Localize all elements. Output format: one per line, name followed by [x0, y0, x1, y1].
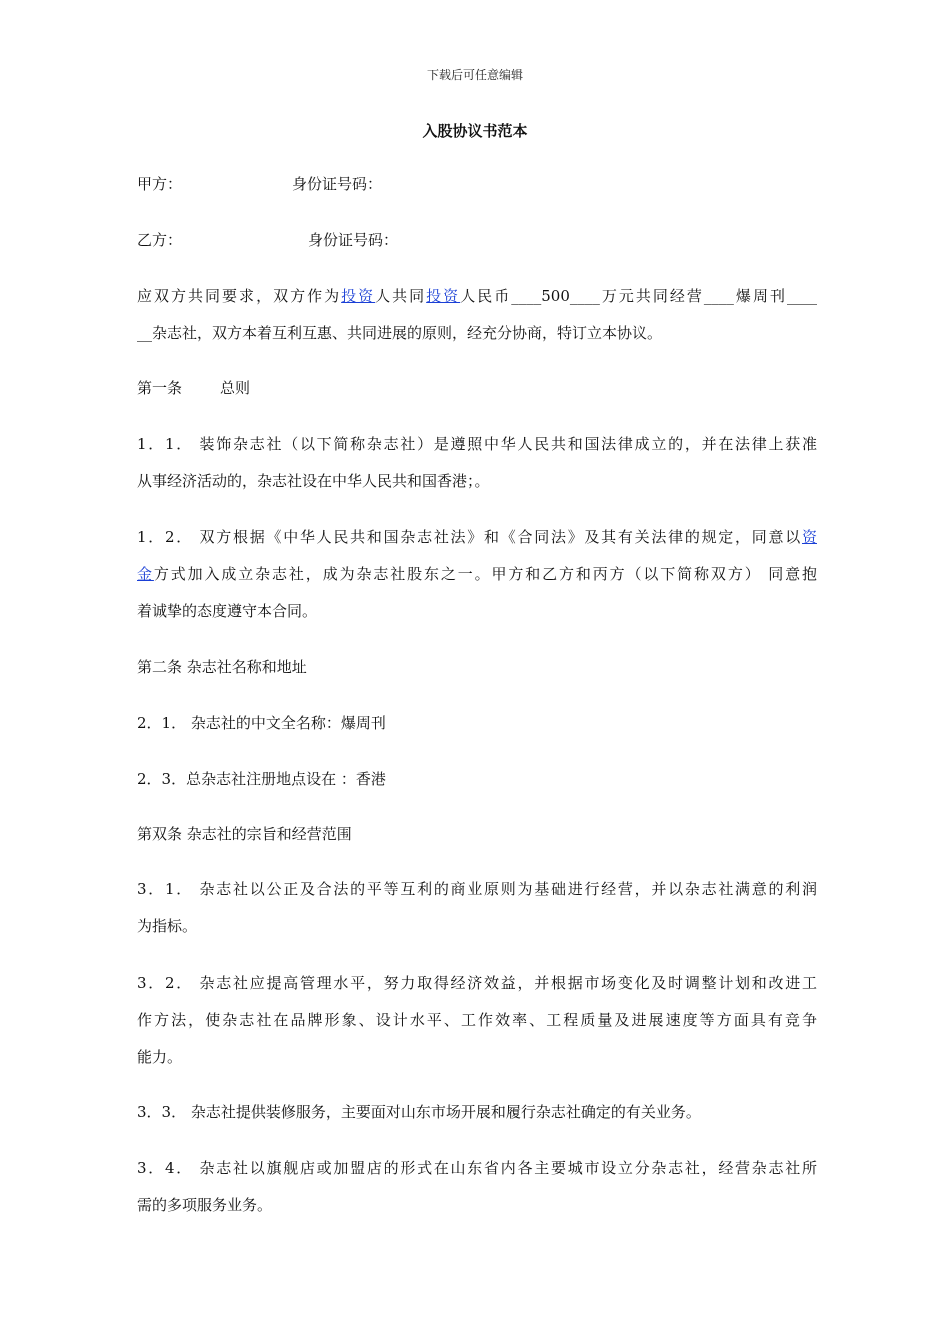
article-1-number: 第一条 — [137, 379, 183, 397]
party-a-label: 甲方： — [137, 175, 183, 193]
intro-text-2: 人共同 — [375, 287, 427, 305]
clause-3-2 — [137, 965, 817, 1076]
intro-line-1 — [137, 278, 817, 315]
clause-3-1-line-1: 3．1． 杂志社以公正及合法的平等互利的商业原则为基础进行经营，并以杂志社满意的利润 — [137, 880, 817, 898]
document-title: 入股协议书范本 — [422, 122, 528, 140]
intro-line-2: __杂志社，双方本着互利互惠、共同进展的原则，经充分协商，特订立本协议。 — [137, 324, 663, 342]
intro-text-3: 人民币____500____万元共同经营____爆周刊____ — [460, 287, 817, 305]
clause-1-2-line-2 — [137, 556, 817, 593]
page-header: 下载后可任意编辑 — [426, 68, 523, 82]
party-a-line — [137, 166, 817, 203]
article-1-heading — [137, 370, 817, 407]
article-3-heading: 第双条 杂志社的宗旨和经营范围 — [137, 825, 352, 843]
clause-3-1-line-2: 为指标。 — [137, 917, 198, 935]
clause-3-4-line-1: 3．4． 杂志社以旗舰店或加盟店的形式在山东省内各主要城市设立分杂志社，经营杂志社所 — [137, 1159, 817, 1177]
party-b-line — [137, 222, 817, 259]
clause-1-2-text-2: 方式加入成立杂志社，成为杂志社股东之一。甲方和乙方和丙方（以下简称双方） 同意抱 — [153, 565, 817, 583]
intro-text-1: 应双方共同要求，双方作为 — [137, 287, 342, 305]
clause-3-2-line-3: 能力。 — [137, 1048, 183, 1066]
party-b-id-label: 身份证号码： — [308, 231, 399, 249]
clause-1-2-line-3: 着诚挚的态度遵守本合同。 — [137, 602, 318, 620]
capital-link-part-1[interactable]: 资 — [801, 528, 817, 546]
capital-link-part-2[interactable]: 金 — [137, 565, 154, 583]
clause-1-2 — [137, 519, 817, 630]
clause-3-2-line-2: 作方法，使杂志社在品牌形象、设计水平、工作效率、工程质量及进展速度等方面具有竞争 — [137, 1011, 817, 1029]
party-b-label: 乙方： — [137, 231, 183, 249]
clause-1-1 — [137, 426, 817, 500]
clause-3-3: 3．3． 杂志社提供装修服务，主要面对山东市场开展和履行杂志社确定的有关业务。 — [137, 1103, 701, 1121]
investment-link-2[interactable]: 投资 — [426, 287, 461, 305]
party-a-id-label: 身份证号码： — [292, 175, 383, 193]
intro-paragraph — [137, 278, 817, 352]
clause-3-4-line-2: 需的多项服务业务。 — [137, 1196, 273, 1214]
clause-2-1: 2．1． 杂志社的中文全名称：爆周刊 — [137, 714, 386, 732]
clause-1-2-text-1: 1．2． 双方根据《中华人民共和国杂志社法》和《合同法》及其有关法律的规定，同意以 — [137, 528, 802, 546]
article-2-heading: 第二条 杂志社名称和地址 — [137, 658, 307, 676]
clause-1-2-line-1 — [137, 519, 817, 556]
clause-1-1-line-1: 1．1． 装饰杂志社（以下简称杂志社）是遵照中华人民共和国法律成立的，并在法律上获准 — [137, 435, 817, 453]
clause-3-2-line-1: 3．2． 杂志社应提高管理水平，努力取得经济效益，并根据市场变化及时调整计划和改进工 — [137, 974, 817, 992]
clause-2-3: 2．3．总杂志社注册地点设在 ：香港 — [137, 770, 386, 788]
article-1-name: 总则 — [220, 379, 251, 397]
clause-1-1-line-2: 从事经济活动的，杂志社设在中华人民共和国香港；。 — [137, 472, 490, 490]
clause-3-4 — [137, 1150, 817, 1224]
investment-link-1[interactable]: 投资 — [341, 287, 376, 305]
clause-3-1 — [137, 871, 817, 945]
